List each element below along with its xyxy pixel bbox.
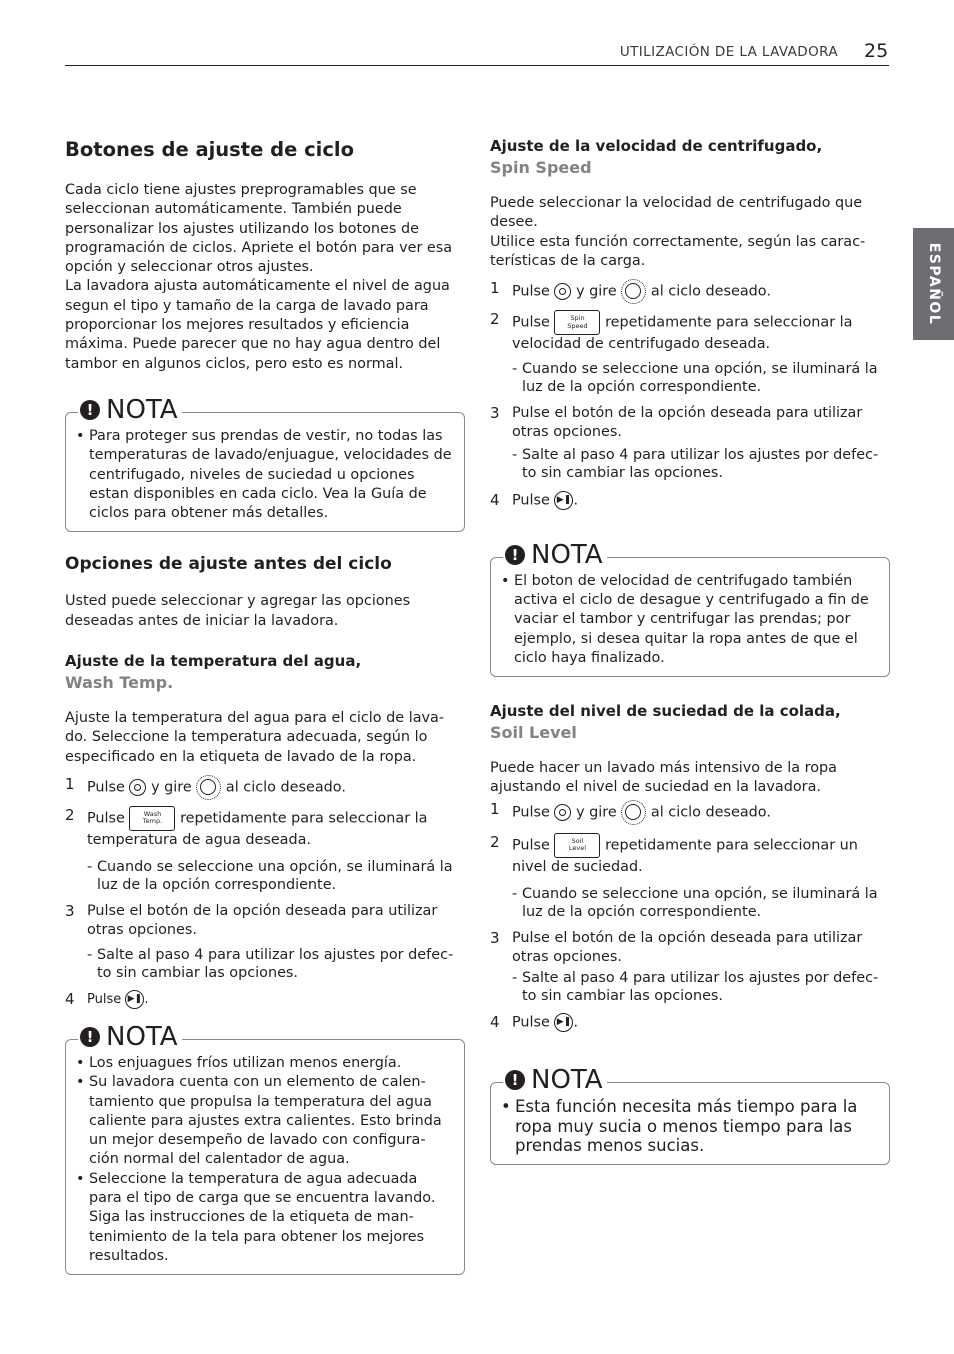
soil-level-button-icon bbox=[554, 833, 600, 858]
soil-level-heading: Ajuste del nivel de suciedad de la colada, bbox=[490, 702, 841, 721]
step-number: 4 bbox=[490, 491, 500, 510]
note-label: NOTA bbox=[106, 394, 178, 425]
step-text: Pulse bbox=[87, 779, 125, 796]
dash: - bbox=[87, 858, 93, 875]
step-number: 1 bbox=[490, 279, 500, 298]
step-text: y gire bbox=[576, 283, 617, 300]
step-number: 3 bbox=[65, 901, 75, 920]
note-label: NOTA bbox=[106, 1021, 178, 1052]
step-text: Pulse bbox=[87, 810, 125, 827]
sub-text: Salte al paso 4 para utilizar los ajustes por defec-to sin cambiar las opciones. bbox=[522, 447, 879, 482]
note-list bbox=[501, 572, 877, 668]
right-column bbox=[490, 136, 890, 1165]
note-header bbox=[78, 1021, 182, 1052]
note-label: NOTA bbox=[531, 539, 603, 570]
spin-step-4: 4 Pulse ▶❚ . bbox=[490, 491, 579, 510]
note-item: • Seleccione la temperatura de agua adecuada para el tipo de carga que se encuentra lavando. Siga las instrucciones de la etiqueta de man-tenimiento de la tela para obtener los mejores resultados. bbox=[76, 1170, 452, 1266]
soil-level-title bbox=[490, 701, 890, 743]
spin-speed-title bbox=[490, 136, 890, 178]
dash: - bbox=[512, 447, 518, 464]
wash-step-3-note bbox=[65, 946, 465, 982]
step-text: Pulse bbox=[512, 314, 550, 331]
spin-step-1 bbox=[490, 279, 890, 304]
soil-step-1 bbox=[490, 800, 890, 825]
spin-step-3-note bbox=[490, 446, 890, 482]
note-header bbox=[503, 539, 607, 570]
spin-speed-text: Puede seleccionar la velocidad de centrifugado que desee. bbox=[490, 195, 863, 231]
button-icon-label: Level bbox=[568, 844, 587, 853]
soil-step-2-note bbox=[490, 885, 890, 921]
note-item: • Esta función necesita más tiempo para la ropa muy sucia o menos tiempo para las prendas menos sucias. bbox=[501, 1097, 877, 1156]
dash: - bbox=[512, 885, 518, 902]
note-item: • El boton de velocidad de centrifugado también activa el ciclo de desague y centrifugado a fin de vaciar el tambor y centrifugar las prendas; por ejemplo, si desea quitar la ropa antes de que el ciclo haya finalizado. bbox=[501, 572, 877, 668]
wash-step-4: 4 Pulse ▶❚ . bbox=[65, 989, 149, 1008]
dial-icon bbox=[196, 775, 221, 800]
note-box-2 bbox=[65, 1021, 465, 1275]
power-button-icon bbox=[554, 804, 571, 821]
spin-step-2-note bbox=[490, 360, 890, 396]
note-box-3 bbox=[490, 539, 890, 677]
note-item: • Los enjuagues fríos utilizan menos energía. bbox=[76, 1054, 452, 1073]
step-number: 3 bbox=[490, 404, 500, 423]
wash-step-1 bbox=[65, 775, 465, 800]
step-number: 1 bbox=[65, 774, 75, 793]
dash: - bbox=[512, 361, 518, 378]
note-header bbox=[78, 394, 182, 425]
soil-step-2 bbox=[490, 833, 890, 877]
step-text: Pulse el botón de la opción deseada para utilizar otras opciones. bbox=[87, 902, 438, 938]
note-label: NOTA bbox=[531, 1065, 603, 1096]
left-column bbox=[65, 138, 465, 1275]
start-pause-icon: ▶❚ bbox=[125, 990, 144, 1009]
options-title: Opciones de ajuste antes del ciclo bbox=[65, 554, 392, 575]
step-number: 1 bbox=[490, 799, 500, 818]
soil-level-subtitle: Soil Level bbox=[490, 723, 577, 743]
note-list bbox=[76, 1054, 452, 1266]
language-tab bbox=[913, 228, 954, 340]
language-tab-label: ESPAÑOL bbox=[925, 242, 942, 326]
wash-temp-text: Ajuste la temperatura del agua para el ciclo de lava-do. Seleccione la temperatura adecuada, según lo especificado en la etiqueta de lavado de la ropa. bbox=[65, 710, 445, 765]
soil-step-3 bbox=[490, 929, 890, 967]
cycle-buttons-intro: Cada ciclo tiene ajustes preprogramables que se seleccionan automáticamente. También puede personalizar los ajustes utilizando los botones de programación de ciclos. Apriete el botón para ver esa opción y seleccionar otros ajustes. bbox=[65, 182, 453, 276]
note-box-4 bbox=[490, 1065, 890, 1165]
step-text: Pulse bbox=[512, 1014, 550, 1031]
step-text: al ciclo deseado. bbox=[650, 283, 771, 300]
sub-text: Salte al paso 4 para utilizar los ajustes por defec-to sin cambiar las opciones. bbox=[97, 946, 454, 981]
step-text: repetidamente para seleccionar la velocidad de centrifugado deseada. bbox=[512, 314, 853, 353]
button-icon-label: Speed bbox=[567, 321, 588, 330]
exclamation-icon: ! bbox=[505, 1070, 525, 1090]
sub-text: Cuando se seleccione una opción, se iluminará la luz de la opción correspondiente. bbox=[97, 858, 453, 893]
power-button-icon bbox=[129, 779, 146, 796]
wash-step-3 bbox=[65, 902, 465, 940]
step-text: Pulse bbox=[512, 804, 550, 821]
button-icon-label: Temp. bbox=[142, 817, 163, 826]
spin-speed-text-2: Utilice esta función correctamente, según las carac-terísticas de la carga. bbox=[490, 233, 866, 269]
dash: - bbox=[512, 969, 518, 986]
wash-step-2 bbox=[65, 806, 465, 850]
spin-speed-button-icon bbox=[554, 310, 600, 335]
step-text: Pulse bbox=[512, 492, 550, 509]
step-number: 2 bbox=[490, 310, 500, 329]
note-item: • Su lavadora cuenta con un elemento de calen-tamiento que propulsa la temperatura del agua caliente para ajustes extra calientes. Esto brinda un mejor desempeño de lavado con configura-ción normal del calentador de agua. bbox=[76, 1073, 452, 1169]
cycle-buttons-title: Botones de ajuste de ciclo bbox=[65, 138, 354, 161]
soil-level-text: Puede hacer un lavado más intensivo de la ropa ajustando el nivel de suciedad en la lavadora. bbox=[490, 760, 837, 796]
step-text: Pulse el botón de la opción deseada para utilizar otras opciones. bbox=[512, 929, 863, 965]
step-text: al ciclo deseado. bbox=[650, 804, 771, 821]
button-icon-label: Soil bbox=[571, 836, 584, 845]
spin-step-3 bbox=[490, 404, 890, 442]
note-list bbox=[76, 427, 452, 523]
note-list bbox=[501, 1097, 877, 1156]
page-number: 25 bbox=[864, 40, 889, 62]
step-text: y gire bbox=[576, 804, 617, 821]
step-number: 2 bbox=[65, 805, 75, 824]
exclamation-icon: ! bbox=[80, 400, 100, 420]
step-text: Pulse el botón de la opción deseada para utilizar otras opciones. bbox=[512, 405, 863, 441]
button-icon-label: Spin bbox=[570, 314, 585, 323]
note-header bbox=[503, 1065, 607, 1096]
exclamation-icon: ! bbox=[80, 1027, 100, 1047]
button-icon-label: Wash bbox=[143, 809, 162, 818]
dial-icon bbox=[621, 800, 646, 825]
step-text: Pulse bbox=[512, 837, 550, 854]
step-number: 3 bbox=[490, 928, 500, 947]
sub-text: Cuando se seleccione una opción, se iluminará la luz de la opción correspondiente. bbox=[522, 361, 878, 396]
wash-temp-title bbox=[65, 651, 465, 693]
spin-speed-heading: Ajuste de la velocidad de centrifugado, bbox=[490, 137, 823, 155]
spin-step-2 bbox=[490, 310, 890, 354]
options-text: Usted puede seleccionar y agregar las opciones deseadas antes de iniciar la lavadora. bbox=[65, 593, 411, 629]
soil-step-4: 4 Pulse ▶❚ . bbox=[490, 1012, 579, 1031]
step-text: Pulse bbox=[512, 283, 550, 300]
start-pause-icon: ▶❚ bbox=[554, 1013, 573, 1032]
step-text: y gire bbox=[151, 779, 192, 796]
dial-icon bbox=[621, 279, 646, 304]
step-text: Pulse bbox=[87, 991, 122, 1007]
step-number: 2 bbox=[490, 832, 500, 851]
step-text: repetidamente para seleccionar la temperatura de agua deseada. bbox=[87, 810, 428, 848]
sub-text: Cuando se seleccione una opción, se iluminará la luz de la opción correspondiente. bbox=[522, 885, 878, 920]
section-title: UTILIZACIÓN DE LA LAVADORA bbox=[619, 44, 838, 60]
header-rule bbox=[65, 65, 889, 66]
dash: - bbox=[87, 946, 93, 963]
wash-temp-subtitle: Wash Temp. bbox=[65, 673, 174, 693]
exclamation-icon: ! bbox=[505, 545, 525, 565]
wash-step-2-note bbox=[65, 858, 465, 894]
wash-temp-heading: Ajuste de la temperatura del agua, bbox=[65, 652, 362, 671]
cycle-buttons-intro-2: La lavadora ajusta automáticamente el nivel de agua segun el tipo y tamaño de la carga de lavado para proporcionar los mejores resultados y eficiencia máxima. Puede parecer que no hay agua dentro del tambor en algunos ciclos, pero esto es normal. bbox=[65, 278, 450, 372]
start-pause-icon: ▶❚ bbox=[554, 491, 573, 510]
step-text: repetidamente para seleccionar un nivel de suciedad. bbox=[512, 837, 858, 875]
step-number: 4 bbox=[65, 989, 75, 1008]
power-button-icon bbox=[554, 283, 571, 300]
sub-text: Salte al paso 4 para utilizar los ajustes por defec-to sin cambiar las opciones. bbox=[522, 969, 879, 1004]
spin-speed-subtitle: Spin Speed bbox=[490, 158, 592, 177]
step-text: al ciclo deseado. bbox=[225, 779, 346, 796]
step-number: 4 bbox=[490, 1012, 500, 1031]
soil-step-3-note bbox=[490, 969, 890, 1005]
wash-temp-button-icon bbox=[129, 806, 175, 831]
note-box-1 bbox=[65, 394, 465, 532]
note-item: • Para proteger sus prendas de vestir, no todas las temperaturas de lavado/enjuague, velocidades de centrifugado, niveles de suciedad u opciones estan disponibles en cada ciclo. Vea la Guía de ciclos para obtener más detalles. bbox=[76, 427, 452, 523]
